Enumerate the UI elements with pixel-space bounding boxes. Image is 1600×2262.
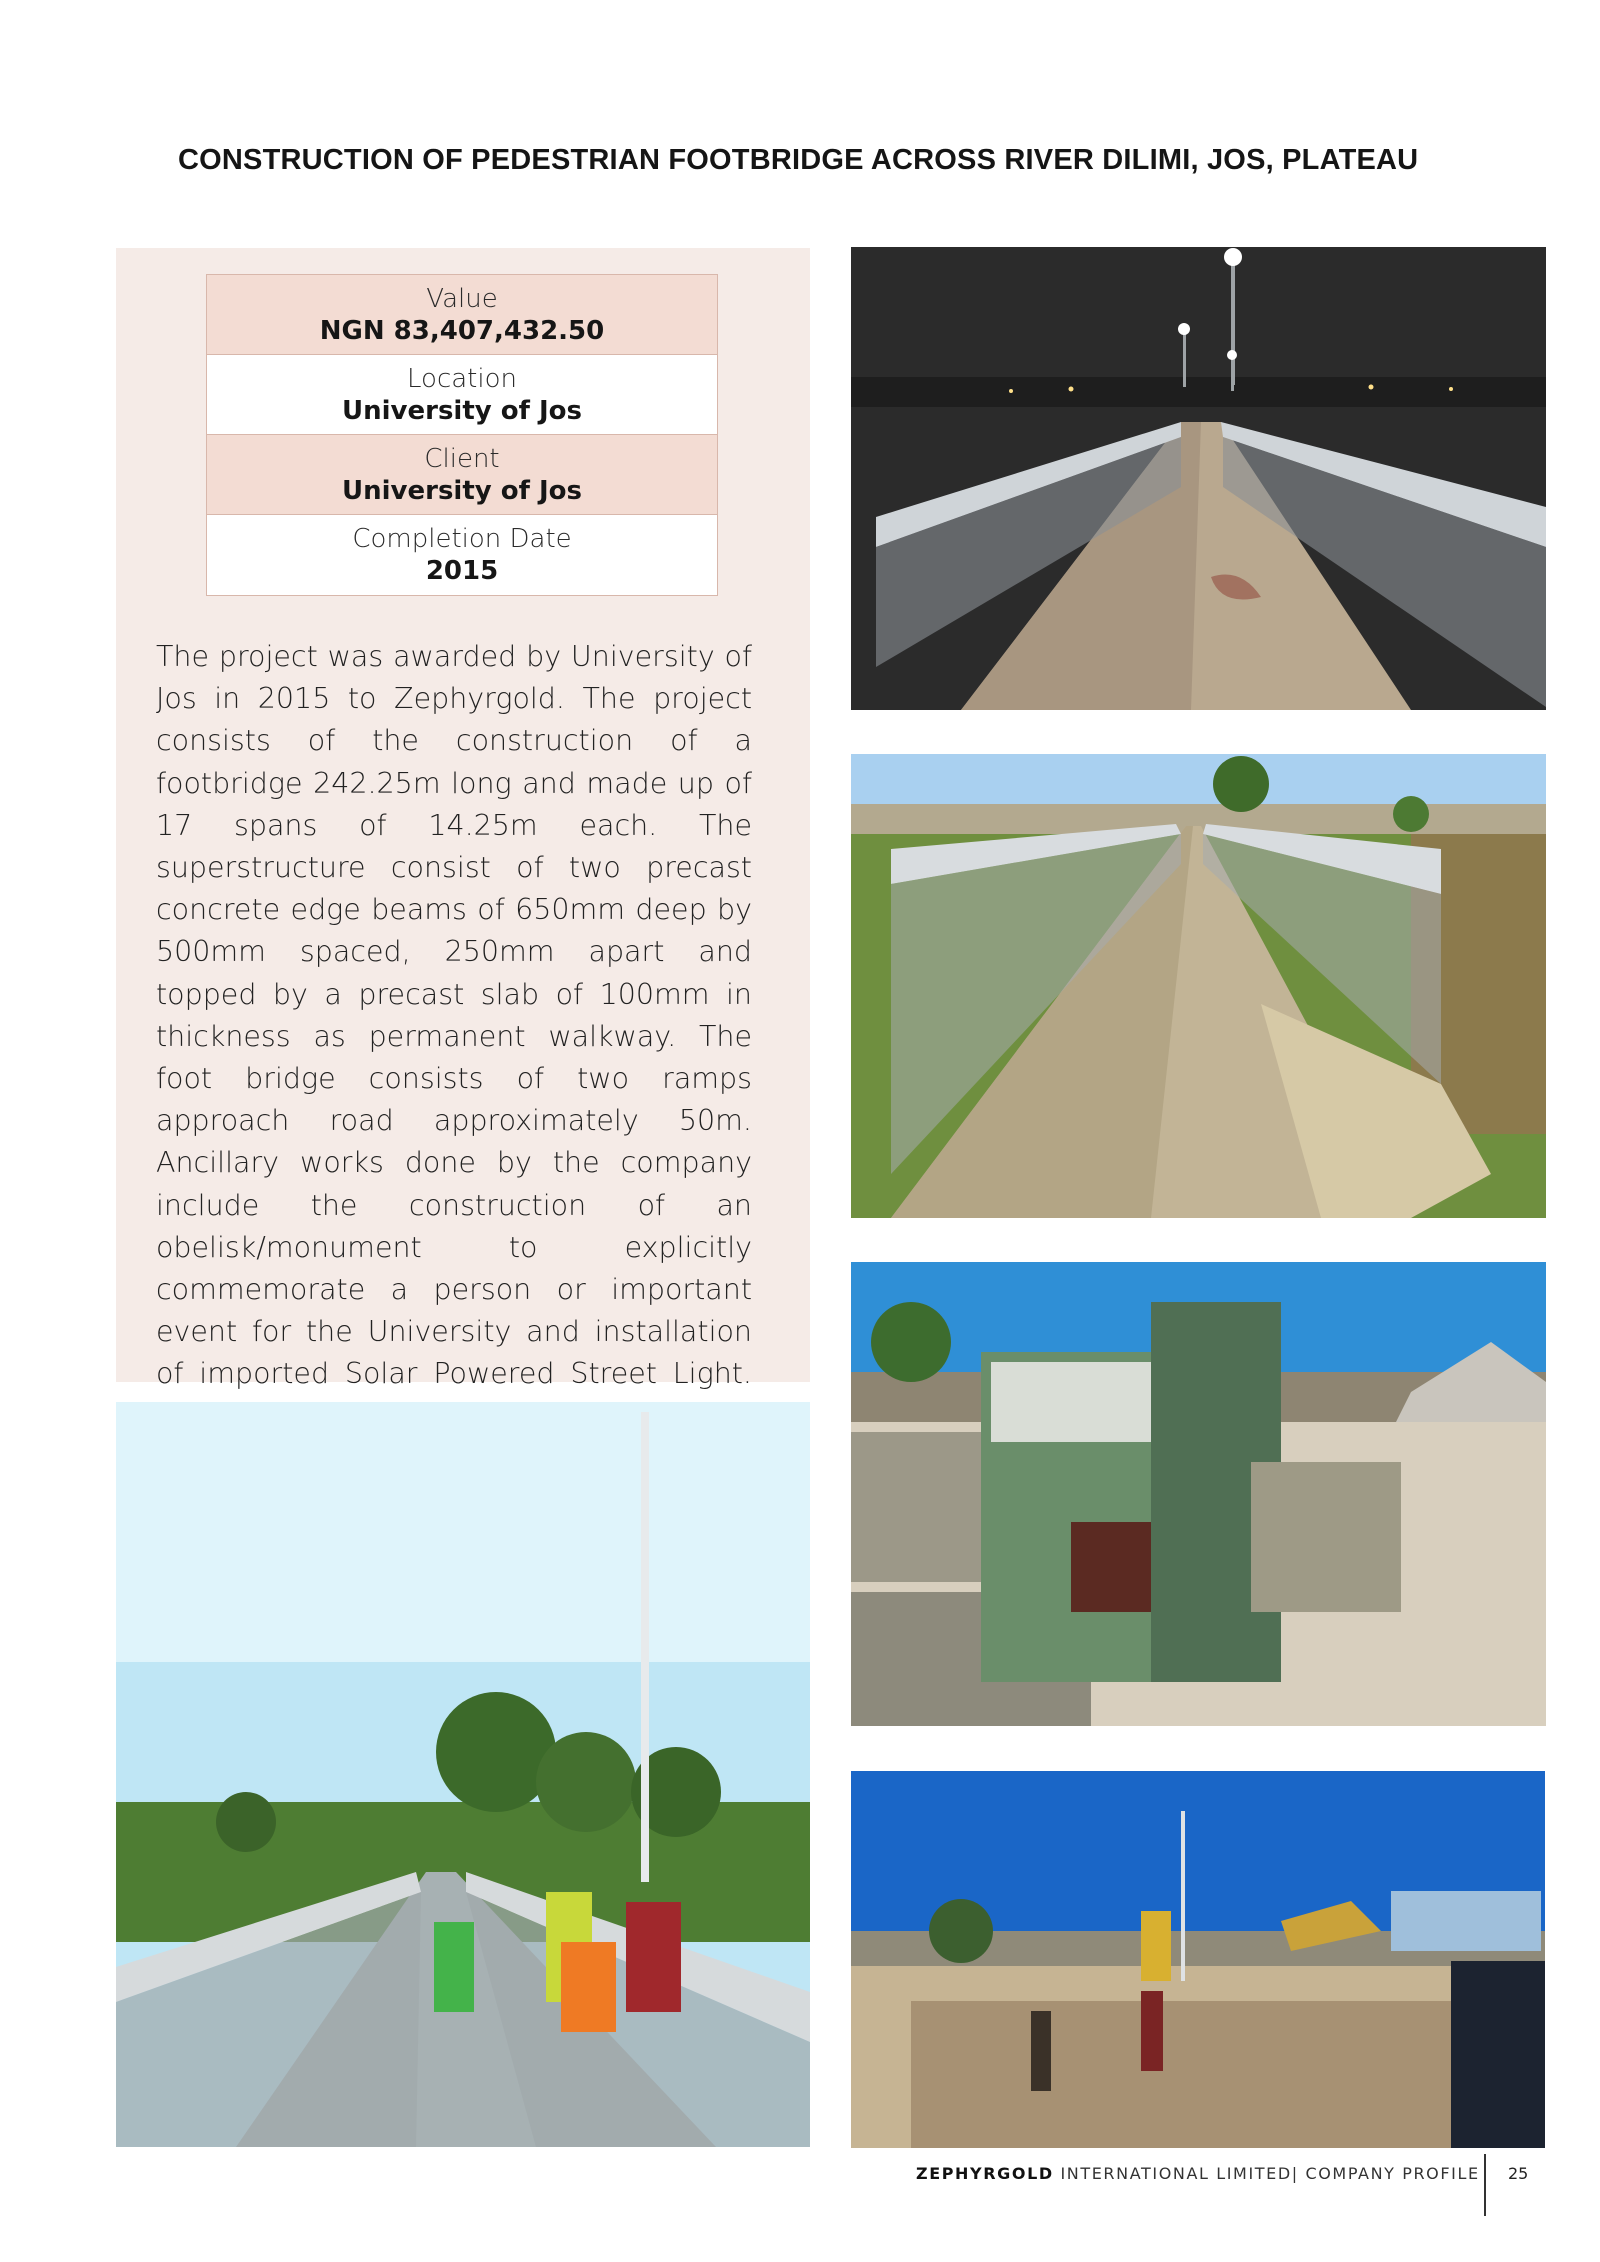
info-row-completion-date <box>207 515 717 595</box>
footer-brand: ZEPHYRGOLD <box>916 2164 1054 2183</box>
page-number: 25 <box>1508 2164 1529 2183</box>
info-label: Client <box>424 443 500 474</box>
photo-bridge-night <box>851 247 1546 710</box>
photo-bridge-workers <box>116 1402 810 2147</box>
photo-construction-site <box>851 1771 1545 2148</box>
info-value: University of Jos <box>342 395 582 426</box>
info-value: NGN 83,407,432.50 <box>319 315 605 346</box>
footer-divider <box>1484 2154 1486 2216</box>
info-label: Location <box>407 363 517 394</box>
photo-block-machine <box>851 1262 1546 1726</box>
info-row-location <box>207 355 717 435</box>
project-info-panel <box>116 248 810 1391</box>
info-row-client <box>207 435 717 515</box>
project-info-table <box>206 274 718 596</box>
info-value: University of Jos <box>342 475 582 506</box>
photo-bridge-day <box>851 754 1546 1218</box>
project-description: The project was awarded by University of Jos in 2015 to Zephyrgold. The project consists of the construction of a footbridge 242.25m long and made up of 17 spans of 14.25m each. The superstructure consist of two precast concrete edge beams of 650mm deep by 500mm spaced, 250mm apart and topped by a precast slab of 100mm in thickness as permanent walkway. The foot bridge consists of two ramps approach road approximately 50m. Ancillary works done by the company include the construction of an obelisk/monument to explicitly commemorate a person or important event for the University and installation of imported Solar Powered Street Light. <box>156 640 752 1391</box>
footer-subtitle: INTERNATIONAL LIMITED| COMPANY PROFILE <box>1053 2164 1480 2183</box>
info-row-value <box>207 275 717 355</box>
info-label: Value <box>426 283 498 314</box>
footer-company <box>916 2164 1480 2192</box>
info-value: 2015 <box>425 556 499 586</box>
info-label: Completion Date <box>352 524 572 554</box>
page-title: CONSTRUCTION OF PEDESTRIAN FOOTBRIDGE ACROSS RIVER DILIMI, JOS, PLATEAU <box>178 144 1419 176</box>
